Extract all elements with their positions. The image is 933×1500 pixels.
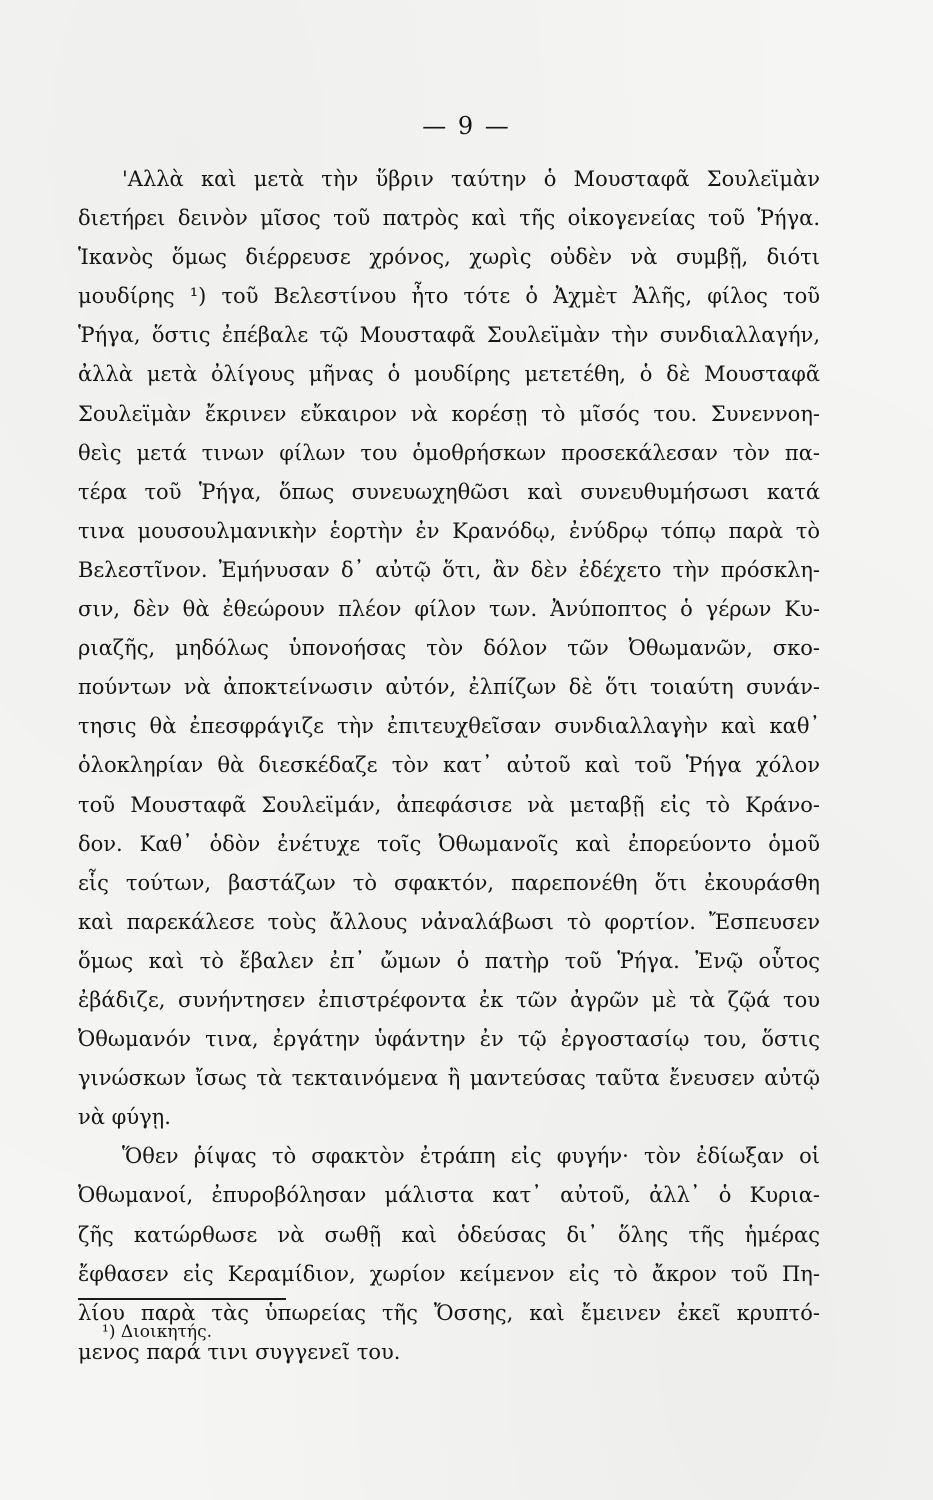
text-line: Ὀθωμανοί, ἐπυροβόλησαν μάλιστα κατ᾽ αὐτοῦ, ἀλλ᾽ ὁ Κυρια-	[78, 1183, 820, 1208]
text-line: ὁλοκληρίαν θὰ διεσκέδαζε τὸν κατ᾽ αὐτοῦ καὶ τοῦ Ῥήγα χόλον	[78, 753, 820, 778]
text-line: πούντων νὰ ἀποκτείνωσιν αὐτόν, ἐλπίζων δὲ ὅτι τοιαύτη συνάν-	[78, 675, 820, 700]
text-line: Βελεστῖνον. Ἐμήνυσαν δ᾽ αὐτῷ ὅτι, ἂν δὲν ἐδέχετο τὴν πρόσκλη-	[78, 557, 820, 582]
text-line: ἀλλὰ μετὰ ὀλίγους μῆνας ὁ μουδίρης μετετέθη, ὁ δὲ Μουσταφᾶ	[78, 362, 820, 387]
text-line: Ῥήγα, ὅστις ἐπέβαλε τῷ Μουσταφᾶ Σουλεϊμὰν τὴν συνδιαλλαγήν,	[78, 323, 820, 348]
text-line: λίου παρὰ τὰς ὑπωρείας τῆς Ὄσσης, καὶ ἔμεινεν ἐκεῖ κρυπτό-	[78, 1300, 820, 1325]
text-line: τοῦ Μουσταφᾶ Σουλεϊμάν, ἀπεφάσισε νὰ μεταβῇ εἰς τὸ Κράνο-	[78, 792, 820, 817]
text-line: Σουλεϊμὰν ἔκρινεν εὔκαιρον νὰ κορέσῃ τὸ μῖσός του. Συνεννοη-	[78, 401, 820, 426]
text-line: σιν, δὲν θὰ ἐθεώρουν πλέον φίλον των. Ἀνύποπτος ὁ γέρων Κυ-	[78, 597, 820, 622]
text-line: ὅμως καὶ τὸ ἔβαλεν ἐπ᾽ ὤμων ὁ πατὴρ τοῦ Ῥήγα. Ἐνῷ οὗτος	[78, 948, 820, 973]
text-line: νὰ φύγῃ.	[78, 1105, 171, 1130]
text-line: μουδίρης ¹) τοῦ Βελεστίνου ἦτο τότε ὁ Ἀχμὲτ Ἀλῆς, φίλος τοῦ	[78, 284, 820, 309]
text-line: Ὅθεν ῥίψας τὸ σφακτὸν ἐτράπη εἰς φυγήν· τὸν ἐδίωξαν οἱ	[122, 1144, 820, 1169]
body-text	[78, 160, 820, 1372]
text-line: ριαζῆς, μηδόλως ὑπονοήσας τὸν δόλον τῶν Ὀθωμανῶν, σκο-	[78, 636, 820, 661]
text-line: διετήρει δεινὸν μῖσος τοῦ πατρὸς καὶ τῆς οἰκογενείας τοῦ Ῥήγα.	[78, 206, 820, 231]
text-line: θεὶς μετά τινων φίλων του ὁμοθρήσκων προσεκάλεσαν τὸν πα-	[78, 440, 820, 465]
text-line: τέρα τοῦ Ῥήγα, ὅπως συνευωχηθῶσι καὶ συνευθυμήσωσι κατά	[78, 479, 820, 504]
paragraph	[78, 160, 820, 1137]
footnote-divider	[78, 1298, 286, 1300]
text-line: τησις θὰ ἐπεσφράγιζε τὴν ἐπιτευχθεῖσαν συνδιαλλαγὴν καὶ καθ᾽	[78, 714, 820, 739]
page-number: — 9 —	[422, 112, 511, 140]
text-line: ζῆς κατώρθωσε νὰ σωθῇ καὶ ὁδεύσας δι᾽ ὅλης τῆς ἡμέρας	[78, 1222, 820, 1247]
text-line: γινώσκων ἴσως τὰ τεκταινόμενα ἢ μαντεύσας ταῦτα ἔνευσεν αὐτῷ	[78, 1066, 820, 1091]
text-line: μενος παρά τινι συγγενεῖ του.	[78, 1339, 401, 1364]
text-line: δον. Καθ᾽ ὁδὸν ἐνέτυχε τοῖς Ὀθωμανοῖς καὶ ἐπορεύοντο ὁμοῦ	[78, 831, 820, 856]
text-line: εἷς τούτων, βαστάζων τὸ σφακτόν, παρεπονέθη ὅτι ἐκουράσθη	[78, 870, 820, 895]
text-line: τινα μουσουλμανικὴν ἑορτὴν ἐν Κρανόδῳ, ἐνύδρῳ τόπῳ παρὰ τὸ	[78, 518, 820, 543]
text-line: Ὀθωμανόν τινα, ἐργάτην ὑφάντην ἐν τῷ ἐργοστασίῳ του, ὅστις	[78, 1027, 820, 1052]
text-line: ἔφθασεν εἰς Κεραμίδιον, χωρίον κείμενον εἰς τὸ ἄκρον τοῦ Πη-	[78, 1261, 820, 1286]
footnote: ¹) Διοικητής.	[102, 1322, 213, 1342]
text-line: 'Αλλὰ καὶ μετὰ τὴν ὕβριν ταύτην ὁ Μουσταφᾶ Σουλεϊμὰν	[122, 167, 820, 191]
text-line: ἐβάδιζε, συνήντησεν ἐπιστρέφοντα ἐκ τῶν ἀγρῶν μὲ τὰ ζῷά του	[78, 987, 820, 1012]
text-line: καὶ παρεκάλεσε τοὺς ἄλλους νἀναλάβωσι τὸ φορτίον. Ἔσπευσεν	[78, 909, 820, 934]
text-line: Ἱκανὸς ὅμως διέρρευσε χρόνος, χωρὶς οὐδὲν νὰ συμβῇ, διότι	[78, 245, 820, 270]
